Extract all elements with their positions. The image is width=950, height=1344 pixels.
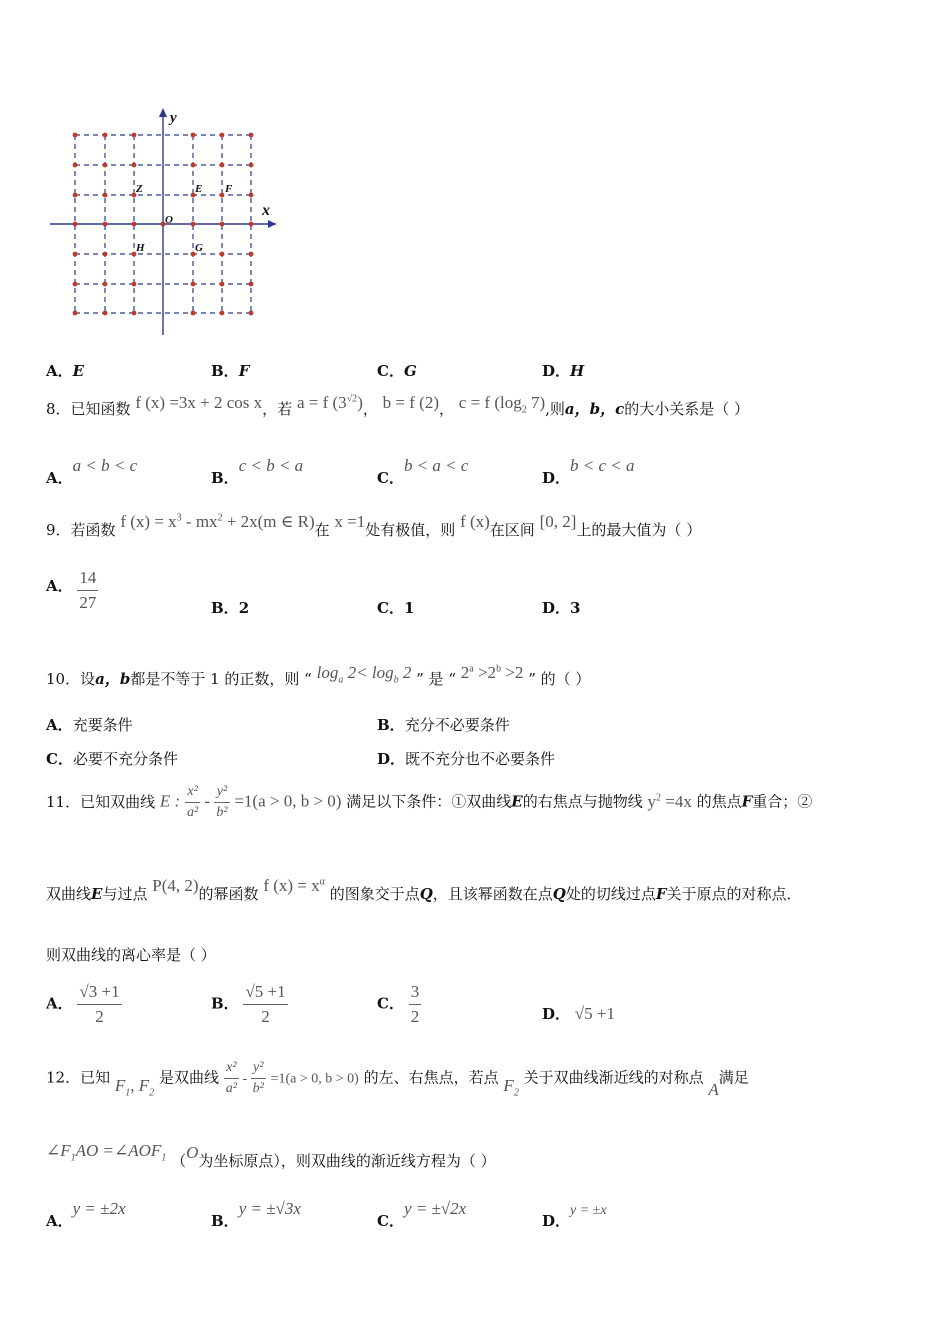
q8-option-c[interactable]: C．b < a < c <box>377 456 469 487</box>
point-e-label: E <box>195 183 203 195</box>
q9-option-a[interactable]: A． $\frac{14}{27}$ <box>46 568 97 612</box>
q7-option-c[interactable]: C．G <box>377 362 417 380</box>
question-12-line2: $\angle F_1AO$ $=\angle AOF_1$ （O为坐标原点），则双曲线的渐近线方程为（ ） <box>46 1141 496 1170</box>
q9-option-c[interactable]: C．1 <box>377 599 415 617</box>
q11-option-b[interactable]: B． $\frac{√5 +1}{2}$ <box>211 982 286 1026</box>
point-h-label: H <box>136 242 145 254</box>
question-10: 10．设a，b都是不等于 1 的正数，则 “ $\log_a 2< \log_b 2$ ” 是 “ $2^a >2^b >2$ ” 的（ ） <box>46 663 591 688</box>
q11-option-c[interactable]: C． $\frac{3}{2}$ <box>377 982 420 1026</box>
q10-option-c[interactable]: C．必要不充分条件 <box>46 750 178 768</box>
q9-option-b[interactable]: B．2 <box>211 599 250 617</box>
q12-option-b[interactable]: B．y = ±√3x <box>211 1199 301 1230</box>
coordinate-grid-figure <box>40 100 290 345</box>
q10-option-b[interactable]: B．充分不必要条件 <box>377 716 510 734</box>
q12-option-d[interactable]: D．y = ±x <box>542 1203 607 1230</box>
q10-option-a[interactable]: A．充要条件 <box>46 716 133 734</box>
point-f-label: F <box>225 183 233 195</box>
axis-y-label: y <box>170 110 177 126</box>
q12-option-a[interactable]: A．y = ±2x <box>46 1199 126 1230</box>
q7-option-b[interactable]: B．F <box>211 362 250 380</box>
q8-option-d[interactable]: D．b < c < a <box>542 456 635 487</box>
question-9: 9．若函数 f $(x) = x^3 - mx^2 + 2x(m$ ∈ R)在 x =1处有极值，则 f (x)在区间 [0, 2]上的最大值为（ ） <box>46 512 702 539</box>
point-z-label: Z <box>136 183 143 195</box>
q11-option-a[interactable]: A． $\frac{√3 +1}{2}$ <box>46 982 120 1026</box>
q7-option-d[interactable]: D．H <box>542 362 585 380</box>
q7-option-a[interactable]: A．E <box>46 362 85 380</box>
question-8: 8．已知函数 f (x) =3x + 2 cos x，若 a = f $(3^{√2})$， b = f (2)， c = f ($\log_2$ 7),则a，b，c的大小关系是（ ） <box>46 393 750 418</box>
point-g-label: G <box>195 242 203 254</box>
origin-label: O <box>165 214 173 226</box>
q8-option-b[interactable]: B．c < b < a <box>211 456 304 487</box>
question-11-line1: 11．已知双曲线 E : $\frac{\text{x²}}{\text{a²}}$ - $\frac{\text{y²}}{\text{b²}}$ =1(a > 0, b > 0) 满足以下条件：①双曲线E的右焦点与抛物线 $y^2 =4x$ 的焦点F重合；② <box>46 784 813 820</box>
question-12-line1: 12．已知 $F_1$, $F_2$ 是双曲线 $\frac{\text{x²}}{\text{a²}}$ - $\frac{\text{y²}}{\text{b²}}$ =1(a > 0, b > 0) 的左、右焦点，若点 $F_2$ 关于双曲线渐近线的对称点 A满足 <box>46 1060 749 1099</box>
q8-option-a[interactable]: A．a < b < c <box>46 456 138 487</box>
axis-x-label: x <box>262 202 270 219</box>
question-11-line2: 双曲线E与过点 P(4, 2)的幂函数 f $(x) = x^\alpha$ 的图象交于点Q，且该幂函数在点Q处的切线过点F关于原点的对称点． <box>46 876 802 903</box>
q12-option-c[interactable]: C．y = ±√2x <box>377 1199 467 1230</box>
q11-option-d[interactable]: D． √5 +1 <box>542 1004 615 1023</box>
question-11-line3: 则双曲线的离心率是（ ） <box>46 946 216 964</box>
q10-option-d[interactable]: D．既不充分也不必要条件 <box>377 750 556 768</box>
q9-option-d[interactable]: D．3 <box>542 599 581 617</box>
